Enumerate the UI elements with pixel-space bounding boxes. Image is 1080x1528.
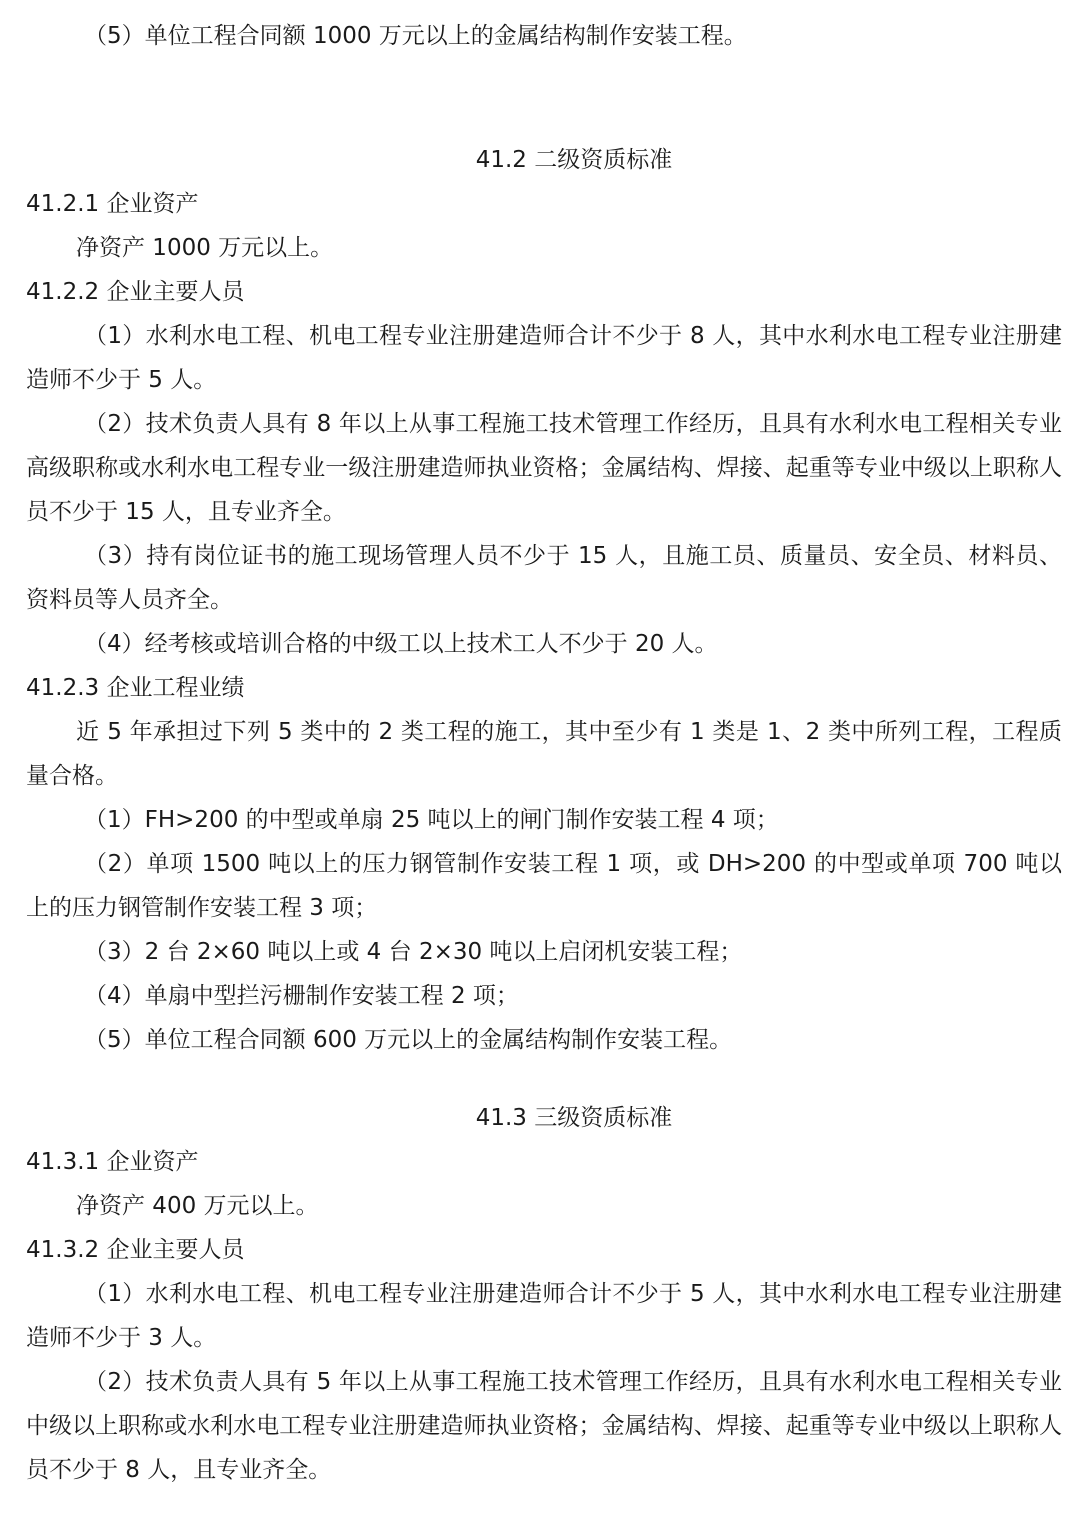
grade3-title: 41.3 三级资质标准	[475, 1105, 673, 1131]
grade2-personnel-heading: 41.2.2 企业主要人员	[26, 279, 245, 305]
grade2-assets-text: 净资产 1000 万元以上。	[76, 235, 334, 261]
grade2-performance-item-2: （2）单项 1500 吨以上的压力钢管制作安装工程 1 项，或 DH>200 的中型或单项 700 吨以上的压力钢管制作安装工程 3 项；	[26, 851, 1062, 921]
grade2-performance-intro: 近 5 年承担过下列 5 类中的 2 类工程的施工，其中至少有 1 类是 1、2 类中所列工程，工程质量合格。	[26, 719, 1062, 789]
section-gap	[26, 58, 1062, 138]
grade2-personnel-item-3: （3）持有岗位证书的施工现场管理人员不少于 15 人，且施工员、质量员、安全员、材料员、资料员等人员齐全。	[26, 543, 1062, 613]
grade3-personnel-item-2: （2）技术负责人具有 5 年以上从事工程施工技术管理工作经历，且具有水利水电工程相关专业中级以上职称或水利水电工程专业注册建造师执业资格；金属结构、焊接、起重等专业中级以上职称人员不少于 8 人，且专业齐全。	[26, 1369, 1062, 1483]
grade2-performance-item-4: （4）单扇中型拦污栅制作安装工程 2 项；	[84, 983, 519, 1009]
grade3-personnel-item-1: （1）水利水电工程、机电工程专业注册建造师合计不少于 5 人，其中水利水电工程专业注册建造师不少于 3 人。	[26, 1281, 1062, 1351]
grade2-personnel-item-1: （1）水利水电工程、机电工程专业注册建造师合计不少于 8 人，其中水利水电工程专业注册建造师不少于 5 人。	[26, 323, 1062, 393]
grade2-performance-item-5: （5）单位工程合同额 600 万元以上的金属结构制作安装工程。	[84, 1027, 733, 1053]
grade2-assets-heading: 41.2.1 企业资产	[26, 191, 199, 217]
grade2-performance-item-1: （1）FH>200 的中型或单扇 25 吨以上的闸门制作安装工程 4 项；	[84, 807, 779, 833]
grade2-personnel-item-2: （2）技术负责人具有 8 年以上从事工程施工技术管理工作经历，且具有水利水电工程相关专业高级职称或水利水电工程专业一级注册建造师执业资格；金属结构、焊接、起重等专业中级以上职称人员不少于 15 人，且专业齐全。	[26, 411, 1062, 525]
grade3-assets-text: 净资产 400 万元以上。	[76, 1193, 319, 1219]
prev-item-5: （5）单位工程合同额 1000 万元以上的金属结构制作安装工程。	[84, 23, 747, 49]
grade2-personnel-item-4: （4）经考核或培训合格的中级工以上技术工人不少于 20 人。	[84, 631, 718, 657]
section-gap	[26, 1062, 1062, 1096]
grade2-performance-heading: 41.2.3 企业工程业绩	[26, 675, 245, 701]
grade2-performance-item-3: （3）2 台 2×60 吨以上或 4 台 2×30 吨以上启闭机安装工程；	[84, 939, 743, 965]
grade3-personnel-heading: 41.3.2 企业主要人员	[26, 1237, 245, 1263]
grade2-title: 41.2 二级资质标准	[475, 147, 673, 173]
grade3-assets-heading: 41.3.1 企业资产	[26, 1149, 199, 1175]
document-page	[26, 14, 1062, 1492]
